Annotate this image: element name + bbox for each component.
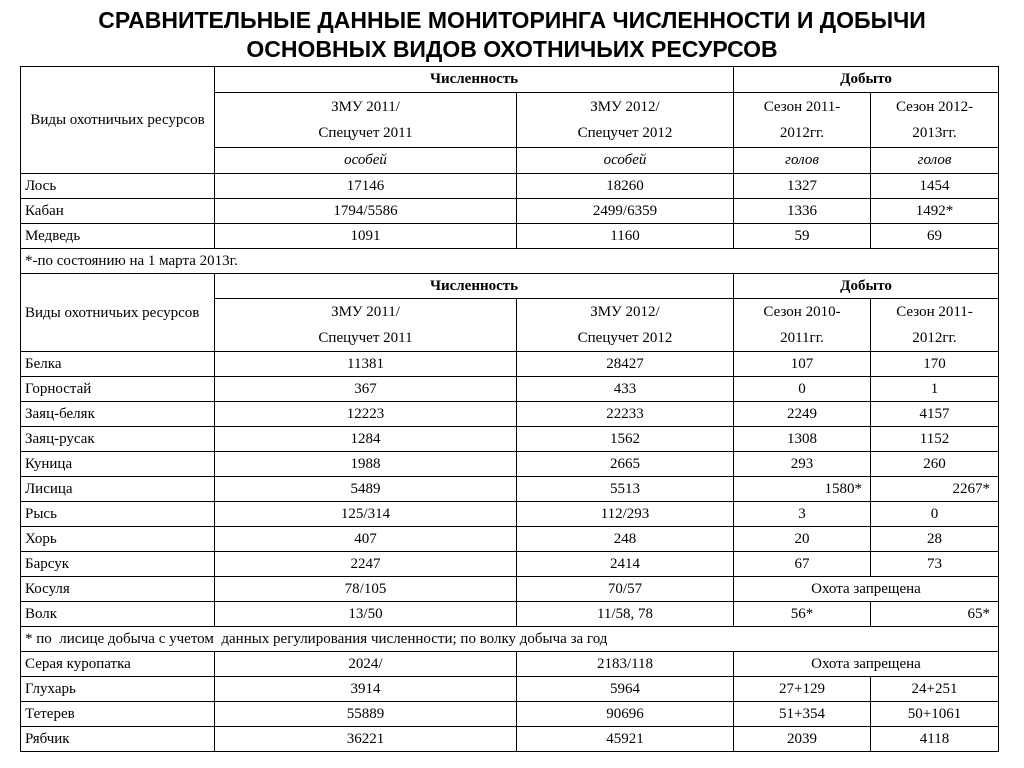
col-header-1: ЗМУ 2011/ Спецучет 2011 xyxy=(215,299,517,352)
harvest-header: Добыто xyxy=(734,274,999,299)
col-header-2: ЗМУ 2012/ Спецучет 2012 xyxy=(517,299,734,352)
col-header-4: Сезон 2011- 2012гг. xyxy=(871,299,999,352)
hunting-banned: Охота запрещена xyxy=(734,652,999,677)
title-line-2: ОСНОВНЫХ ВИДОВ ОХОТНИЧЬИХ РЕСУРСОВ xyxy=(246,36,778,62)
numbers-header: Численность xyxy=(215,67,734,93)
footnote-2: * по лисице добыча с учетом данных регулирования численности; по волку добыча за год xyxy=(21,627,999,652)
table-row: Кабан 1794/5586 2499/6359 1336 1492* xyxy=(21,199,999,224)
species-header: Виды охотничьих ресурсов xyxy=(21,274,215,352)
species-header: Виды охотничьих ресурсов xyxy=(21,67,215,174)
table-row: Рысь 125/314 112/293 3 0 xyxy=(21,502,999,527)
table-row: Заяц-русак 1284 1562 1308 1152 xyxy=(21,427,999,452)
table-row: Рябчик 36221 45921 2039 4118 xyxy=(21,727,999,752)
unit-label: голов xyxy=(871,148,999,174)
table-row: Серая куропатка 2024/ 2183/118 Охота запрещена xyxy=(21,652,999,677)
table-row: Волк 13/50 11/58, 78 56* 65* xyxy=(21,602,999,627)
table-row: Куница 1988 2665 293 260 xyxy=(21,452,999,477)
unit-label: голов xyxy=(734,148,871,174)
table-row: Глухарь 3914 5964 27+129 24+251 xyxy=(21,677,999,702)
harvest-header: Добыто xyxy=(734,67,999,93)
title-line-1: СРАВНИТЕЛЬНЫЕ ДАННЫЕ МОНИТОРИНГА ЧИСЛЕННОСТИ И ДОБЫЧИ xyxy=(98,7,926,33)
table-row: Медведь 1091 1160 59 69 xyxy=(21,224,999,249)
footnote-1: *-по состоянию на 1 марта 2013г. xyxy=(21,249,999,274)
table-row: Хорь 407 248 20 28 xyxy=(21,527,999,552)
hunting-resources-table xyxy=(20,66,999,752)
table-row: Барсук 2247 2414 67 73 xyxy=(21,552,999,577)
unit-label: особей xyxy=(517,148,734,174)
col-header-4: Сезон 2012- 2013гг. xyxy=(871,93,999,148)
col-header-2: ЗМУ 2012/ Спецучет 2012 xyxy=(517,93,734,148)
unit-label: особей xyxy=(215,148,517,174)
numbers-header: Численность xyxy=(215,274,734,299)
table-row: Заяц-беляк 12223 22233 2249 4157 xyxy=(21,402,999,427)
hunting-banned: Охота запрещена xyxy=(734,577,999,602)
col-header-1: ЗМУ 2011/ Спецучет 2011 xyxy=(215,93,517,148)
table-row: Тетерев 55889 90696 51+354 50+1061 xyxy=(21,702,999,727)
table-row: Лось 17146 18260 1327 1454 xyxy=(21,174,999,199)
document-title xyxy=(0,6,1024,64)
table-row: Белка 11381 28427 107 170 xyxy=(21,352,999,377)
table-body xyxy=(21,67,999,752)
col-header-3: Сезон 2010- 2011гг. xyxy=(734,299,871,352)
col-header-3: Сезон 2011- 2012гг. xyxy=(734,93,871,148)
table-row: Горностай 367 433 0 1 xyxy=(21,377,999,402)
table-row: Косуля 78/105 70/57 Охота запрещена xyxy=(21,577,999,602)
table-row: Лисица 5489 5513 1580* 2267* xyxy=(21,477,999,502)
